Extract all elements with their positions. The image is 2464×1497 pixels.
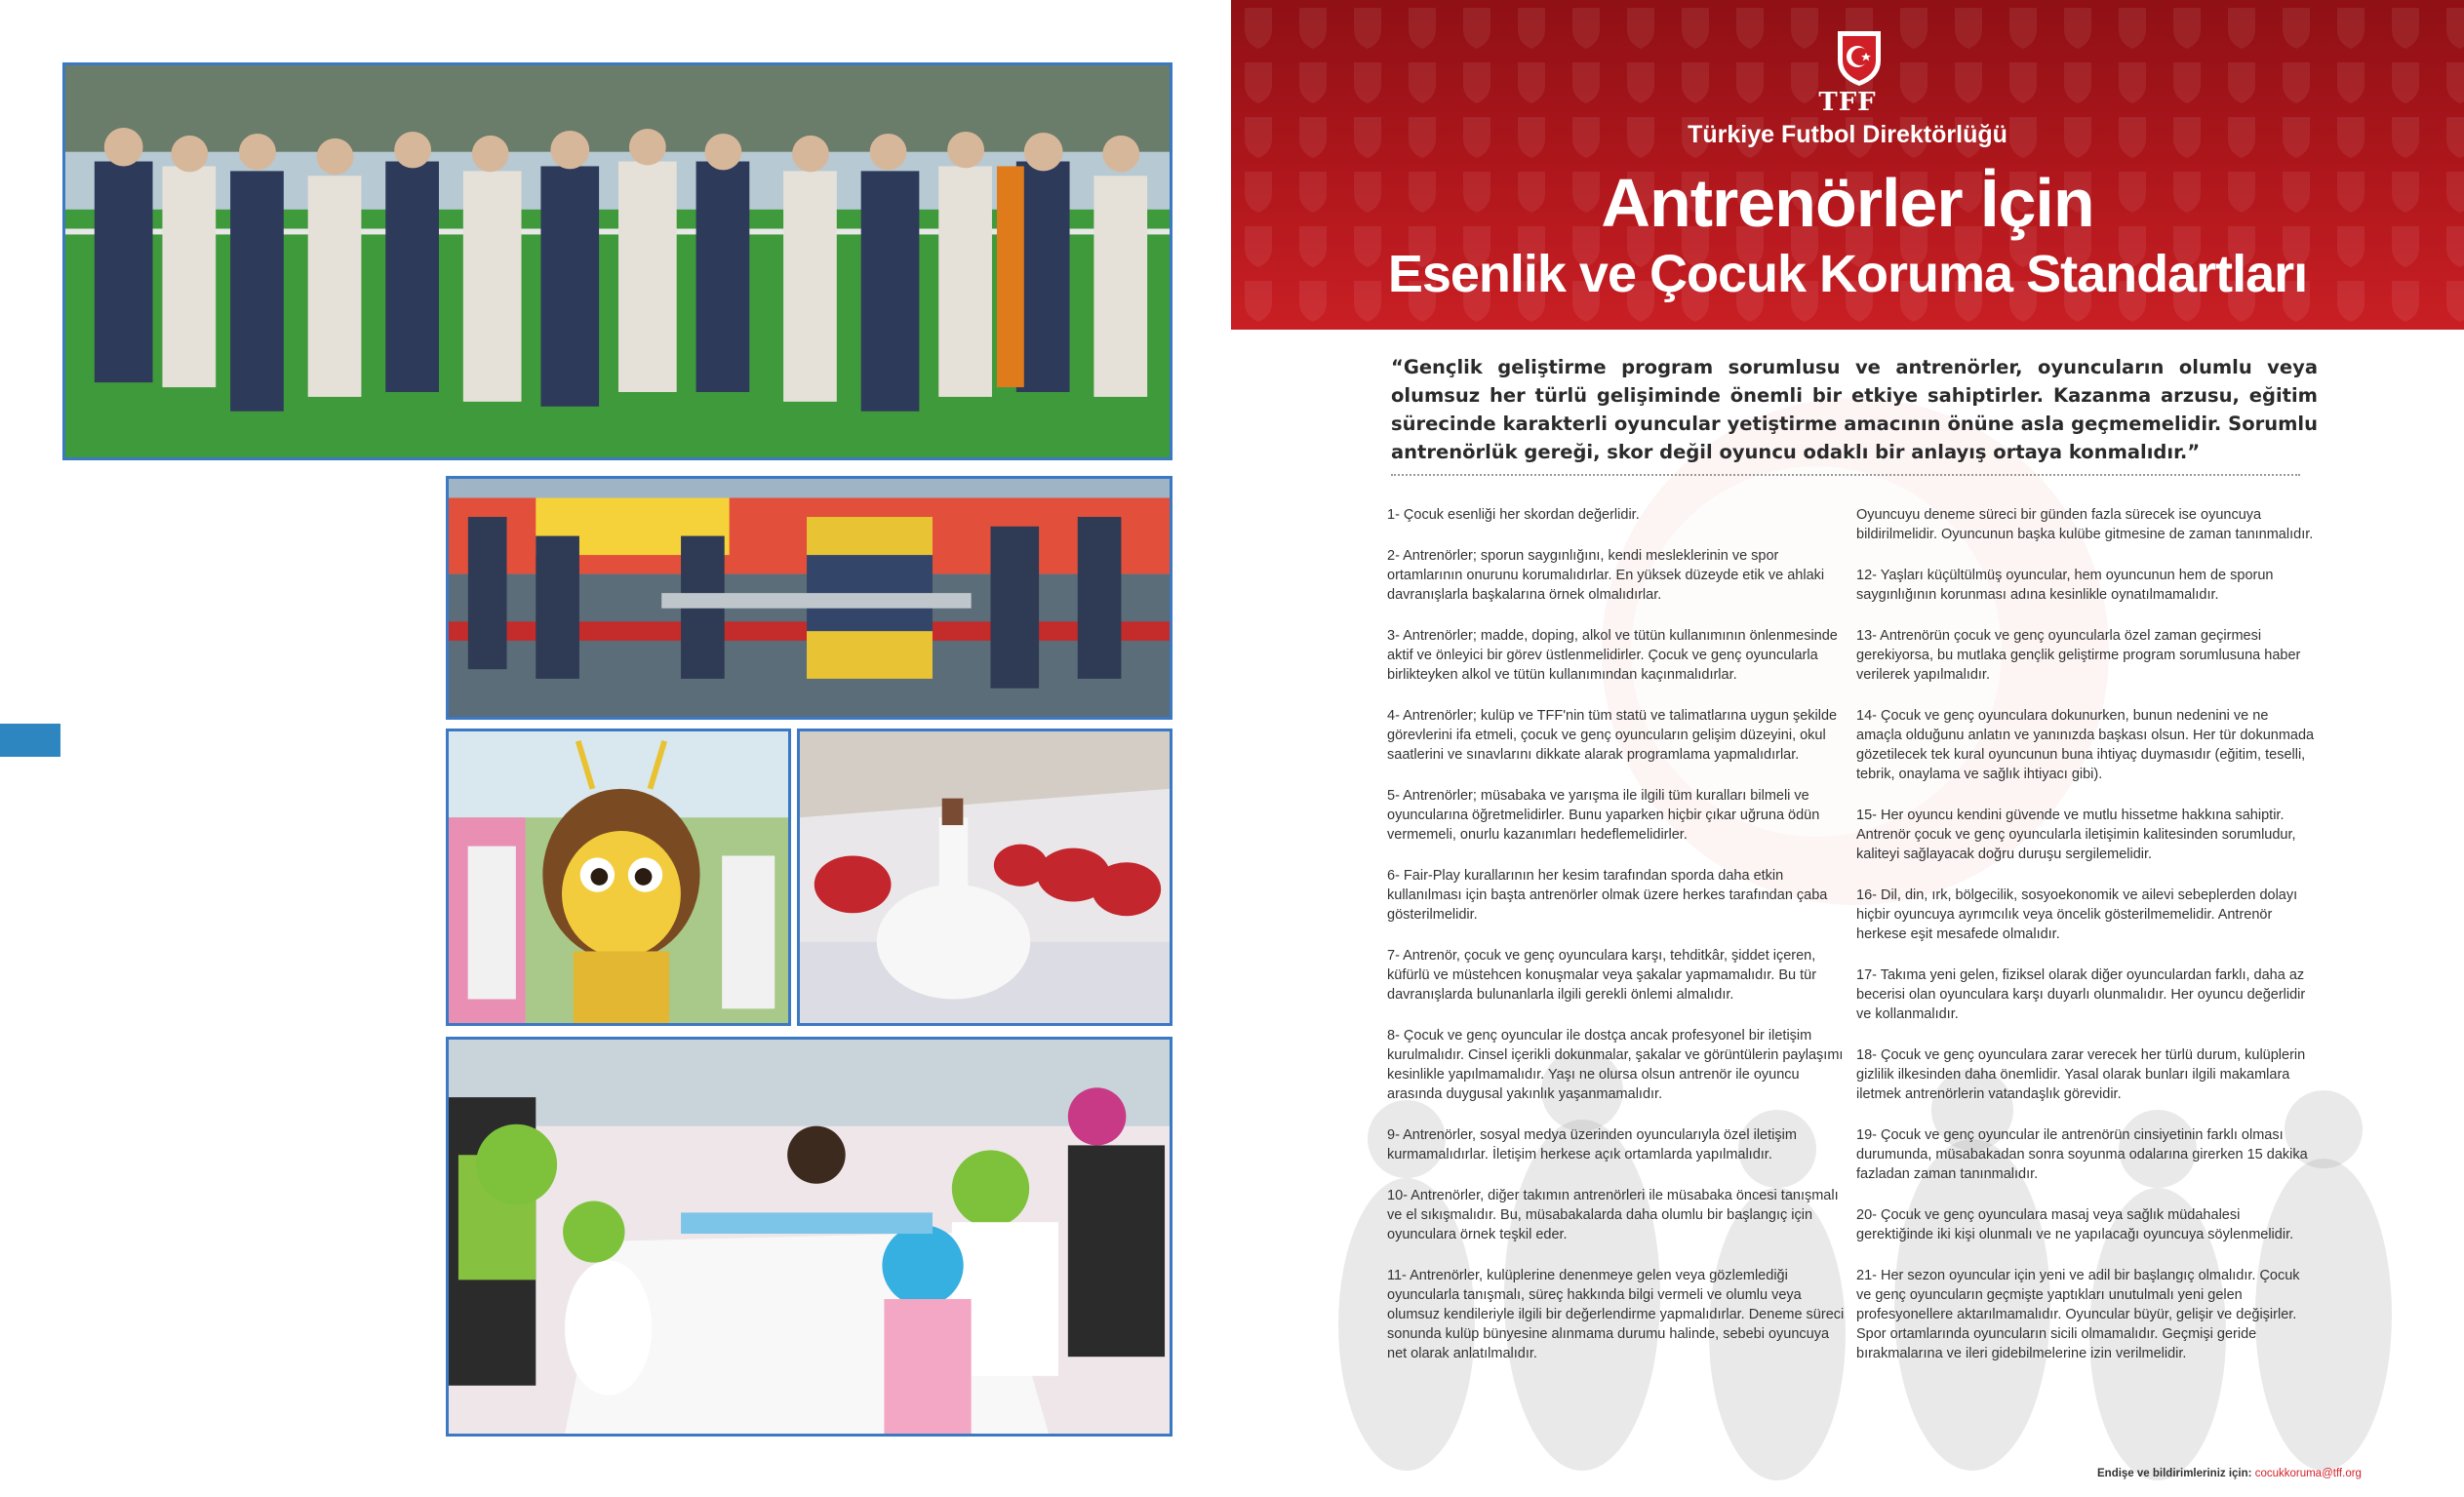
standards-column-left bbox=[1387, 505, 1846, 1385]
standard-item: 17- Takıma yeni gelen, fiziksel olarak diğer oyunculardan farklı, daha az becerisi olan oyunculara karşı duyarlı olunmalıdır. Her oyuncu değerlidir ve kollanmalıdır. bbox=[1856, 967, 2306, 1022]
contact-footer bbox=[2097, 1468, 2362, 1479]
standard-item: 12- Yaşları küçültülmüş oyuncular, hem oyuncunun hem de sporun saygınlığının korunması adına kesinlikle oynatılmamalıdır. bbox=[1856, 568, 2274, 603]
standard-item: 10- Antrenörler, diğer takımın antrenörleri ile müsabaka öncesi tanışmalı ve el sıkışmalıdır. Bu, müsabakalarda daha olumlu bir başlangıç için oyunculara örnek teşkil eder. bbox=[1387, 1188, 1839, 1242]
tff-crest-icon bbox=[1834, 27, 1885, 88]
standard-item: 20- Çocuk ve genç oyunculara masaj veya sağlık müdahalesi gerektiğinde iki kişi olunmalı ve ne yapılacağı oyuncuya söylenmelidir. bbox=[1856, 1207, 2294, 1242]
standard-item: 14- Çocuk ve genç oyunculara dokunurken, bunun nedenini ve ne amaçla olduğunu anlatın ve yanınızda başkası olsun. Her tür dokunmada gözetilecek tek kural oyuncunun buna ihtiyaç duymasıdır (eğitim, teselli, tebrik, onaylama ve sağlık ihtiyacı gibi). bbox=[1856, 708, 2315, 782]
tff-label: TFF bbox=[1818, 88, 1877, 117]
photo-inflatable-game bbox=[446, 476, 1172, 720]
intro-quote: “Gençlik geliştirme program sorumlusu ve antrenörler, oyuncuların olumlu veya olumsuz her türlü gelişiminde önemli bir etkiye sahiptirler. Kazanma arzusu, eğitim sürecinde karakterli oyuncular yetiştirme amacının önüne asla geçmemelidir. Sorumlu antrenörlük gereği, skor değil oyuncu odaklı bir anlayış ortaya konmalıdır.” bbox=[1391, 356, 2318, 463]
standard-item: 13- Antrenörün çocuk ve genç oyuncularla özel zaman geçirmesi gerekiyorsa, bu mutlaka gençlik geliştirme program sorumlusuna haber verilerek yapılmalıdır. bbox=[1856, 628, 2301, 683]
standard-item: 3- Antrenörler; madde, doping, alkol ve tütün kullanımının önlenmesinde aktif ve önleyici bir görev üstlenmelidirler. Çocuk ve genç oyuncularla birlikteyken alkol ve tütün kullanımından kaçınmalıdırlar. bbox=[1387, 628, 1838, 683]
page-title-line1: Antrenörler İçin bbox=[1601, 165, 2094, 241]
page-title-line2: Esenlik ve Çocuk Koruma Standartları bbox=[1387, 245, 2308, 303]
side-tab-marker bbox=[0, 724, 60, 757]
standard-item: 11- Antrenörler, kulüplerine denenmeye gelen veya gözlemlediği oyuncularla tanışmalı, süreç hakkında bilgi vermeli ve olumlu veya olumsuz kendileriyle ilgili bir değerlendirme yapmalıdırlar. Deneme süreci sonunda kulüp bünyesine alınmama durumu halinde, sebebi oyuncuya net olarak anlatılmalıdır. bbox=[1387, 1268, 1845, 1361]
standard-item: 5- Antrenörler; müsabaka ve yarışma ile ilgili tüm kuralları bilmeli ve oyuncularına öğretmelidirler. Bunu yaparken hiçbir çıkar uğruna ödün vermemeli, onurlu kazanımları hedeflemelidirler. bbox=[1387, 788, 1820, 843]
standard-item: Oyuncuyu deneme süreci bir günden fazla sürecek ise oyuncuya bildirilmelidir. Oyuncunun başka kulübe gitmesine de zaman tanınmalıdır. bbox=[1856, 507, 2314, 542]
standard-item: 1- Çocuk esenliği her skordan değerlidir. bbox=[1387, 507, 1640, 523]
standard-item: 2- Antrenörler; sporun saygınlığını, kendi mesleklerinin ve spor ortamlarının onurunu korumalıdırlar. En yüksek düzeyde etik ve ahlaki davranışlarla başkalarına örnek olmalıdırlar. bbox=[1387, 548, 1825, 603]
photo-group-field bbox=[62, 62, 1172, 460]
footer-label: Endişe ve bildirimleriniz için: bbox=[2097, 1468, 2255, 1479]
standard-item: 7- Antrenör, çocuk ve genç oyunculara karşı, tehditkâr, şiddet içeren, küfürlü ve müstehcen konuşmalar veya şakalar yapmamalıdır. Bu tür davranışlarda bulunanlarla ilgili gerekli önlemi almalıdır. bbox=[1387, 948, 1817, 1003]
contact-email-link[interactable]: cocukkoruma@tff.org bbox=[2254, 1468, 2362, 1479]
quote-divider bbox=[1391, 474, 2300, 476]
standard-item: 6- Fair-Play kurallarının her kesim tarafından sporda daha etkin kullanılması için başta antrenörler olmak üzere herkes tarafından çaba gösterilmelidir. bbox=[1387, 868, 1828, 923]
standard-item: 8- Çocuk ve genç oyuncular ile dostça ancak profesyonel bir iletişim kurulmalıdır. Cinsel içerikli dokunmalar, şakalar ve görüntülerin paylaşımı kesinlikle yapılmamalıdır. Yaşı ne olursa olsun antrenör ile oyuncu arasında duygusal yakınlık yaşanmamalıdır. bbox=[1387, 1028, 1844, 1102]
directorate-name: Türkiye Futbol Direktörlüğü bbox=[1688, 121, 2007, 148]
standard-item: 19- Çocuk ve genç oyuncular ile antrenörün cinsiyetinin farklı olması durumunda, müsabakadan sonra soyunma odalarına girerken 15 dakika fazladan zaman tanınmalıdır. bbox=[1856, 1127, 2308, 1182]
photo-bee-mascot bbox=[446, 729, 791, 1026]
standard-item: 18- Çocuk ve genç oyunculara zarar verecek her türlü durum, kulüplerin gizlilik ilkesinden daha önemlidir. Yasal olarak bunları ilgili makamlara iletmek antrenörlerin vatandaşlık görevidir. bbox=[1856, 1047, 2306, 1102]
standard-item: 16- Dil, din, ırk, bölgecilik, sosyoekonomik ve ailevi sebeplerden dolayı hiçbir oyuncuya ayrımcılık veya öncelik gösterilmemelidir. Antrenör herkese eşit mesafede olmalıdır. bbox=[1856, 887, 2298, 942]
header-banner bbox=[1231, 0, 2464, 330]
standard-item: 21- Her sezon oyuncular için yeni ve adil bir başlangıç olmalıdır. Çocuk ve genç oyuncuların geçmişte yaptıkları unutulmalı yeni gelen profesyonellere aktarılmamalıdır. Oyuncular büyür, gelişir ve değişirler. Spor ortamlarında oyuncuların sicili olmamalıdır. Geçmişi geride bırakmalarına ve ileri gidebilmelerine izin verilmelidir. bbox=[1856, 1268, 2300, 1361]
standard-item: 9- Antrenörler, sosyal medya üzerinden oyuncularıyla özel iletişim kurmamalıdırlar. İletişim herkese açık ortamlarda yapılmalıdır. bbox=[1387, 1127, 1797, 1162]
standard-item: 15- Her oyuncu kendini güvende ve mutlu hissetme hakkına sahiptir. Antrenör çocuk ve genç oyuncularla iletişimin kalitesinden sorumludur, kaliteyi sağlayacak doğru duruşu sergilemelidir. bbox=[1856, 808, 2296, 862]
photo-whirling-dervishes bbox=[797, 729, 1172, 1026]
standards-column-right bbox=[1856, 505, 2315, 1385]
photo-kids-workshop bbox=[446, 1037, 1172, 1437]
standard-item: 4- Antrenörler; kulüp ve TFF'nin tüm statü ve talimatlarına uygun şekilde görevlerini ifa etmeli, çocuk ve genç oyuncuların gelişim düzeyini, okul saatlerini ve sınavlarını dikkate alarak programlama yapmalıdırlar. bbox=[1387, 708, 1838, 763]
